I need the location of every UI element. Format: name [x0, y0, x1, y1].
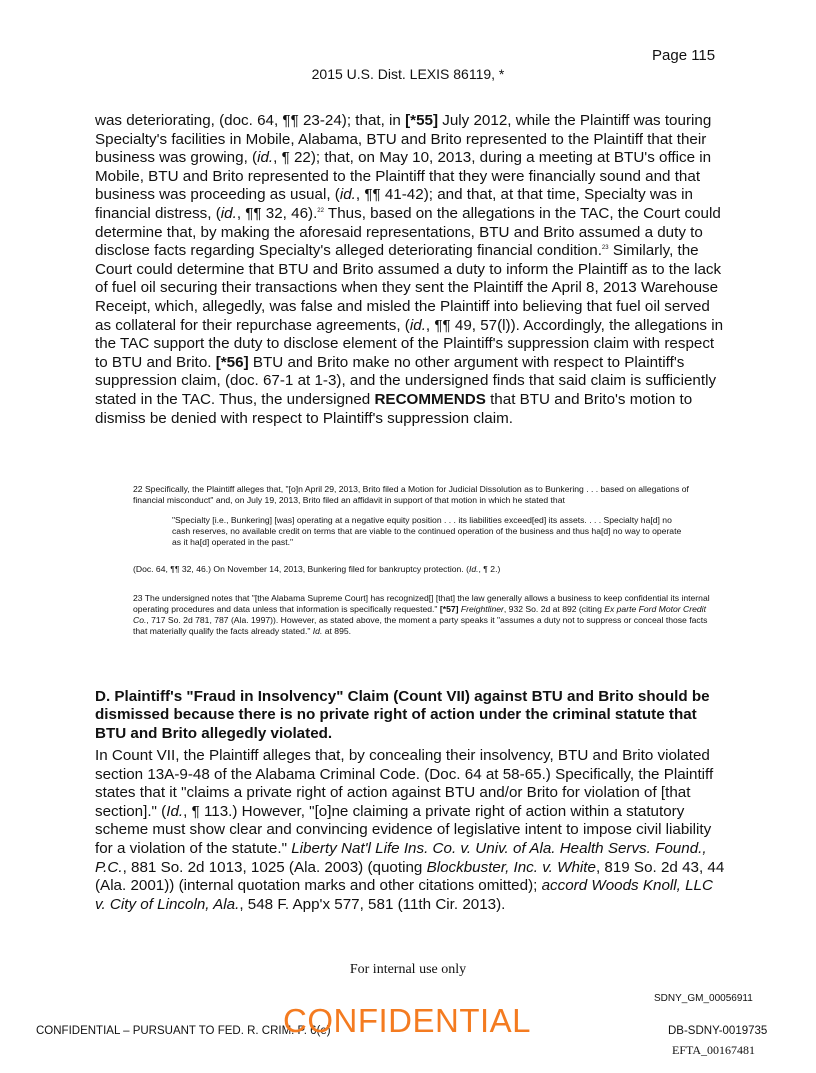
count-vii-paragraph — [95, 747, 725, 914]
case-name: Blockbuster, Inc. v. White — [426, 858, 596, 876]
id-cite: Id. — [166, 802, 184, 820]
text-run: (Doc. 64, ¶¶ 32, 46.) On November 14, 2013, Bunkering filed for bankruptcy protection. ( — [133, 564, 469, 574]
id-cite: Id. — [312, 626, 323, 636]
text-run: Similarly, the Court could determine that BTU and Brito assumed a duty to inform the Plaintiff as to the lack of fuel oil securing their transactions when they sent the Plaintiff the April 8, 2013 Warehouse Receipt, which, allegedly, was false and misled the Plaintiff into believing that fuel oil served as collateral for their repurchase agreements, ( — [95, 242, 722, 334]
text-run: at 895. — [322, 626, 352, 636]
text-run: Thus, based on the allegations in the TAC, the Court could determine that, by making the aforesaid representations, BTU and Brito assumed a duty to disclose facts regarding Specialty's alleged deteriorating financial condition. — [95, 204, 721, 260]
id-cite: Id. — [468, 564, 479, 574]
text-run: , 717 So. 2d 781, 787 (Ala. 1997)). However, as stated above, the moment a party speaks it "assumes a duty not to suppress or conceal those facts that materially qualify the facts already stated." — [133, 615, 708, 636]
bates-number-sdny-gm: SDNY_GM_00056911 — [654, 993, 753, 1004]
id-cite: id. — [409, 316, 426, 334]
footnote-22: 22 Specifically, the Plaintiff alleges that, "[o]n April 29, 2013, Brito filed a Motion for Judicial Dissolution as to Bunkering . . . based on allegations of financial misconduct" and, on July 19, 2013, Brito filed an affidavit in support of that motion in which he stated that — [133, 484, 689, 505]
text-run: , 548 F. App'x 577, 581 (11th Cir. 2013). — [239, 895, 506, 913]
case-citation-header: 2015 U.S. Dist. LEXIS 86119, * — [311, 66, 505, 82]
footnote-22-citation — [133, 564, 718, 575]
text-run: , 819 So. 2d 43, 44 (Ala. 2001)) (internal quotation marks and other citations omitted); — [95, 858, 725, 895]
section-heading-d: D. Plaintiff's "Fraud in Insolvency" Claim (Count VII) against BTU and Brito should be dismissed because there is no private right of action under the criminal statute that BTU and Brito allegedly violated. — [95, 688, 710, 742]
star-page-ref-56: [*56] — [215, 353, 249, 371]
text-run: , ¶ 2.) — [478, 564, 501, 574]
main-paragraph — [95, 112, 725, 428]
text-run: , ¶ 22); that, on May 10, 2013, during a meeting at BTU's office in Mobile, BTU and Brito represented to the Plaintiff that they were financially sound and that business was proceeding as usual, ( — [95, 149, 712, 204]
text-run: BTU and Brito make no other argument with respect to Plaintiff's suppression claim, (doc. 67-1 at 1-3), and the undersigned finds that said claim is sufficiently stated in the TAC. Thus, the undersigned — [95, 353, 717, 408]
text-run: that BTU and Brito's motion to dismiss be denied with respect to Plaintiff's suppression claim. — [95, 390, 693, 427]
text-run: , ¶¶ 32, 46). — [236, 204, 318, 222]
text-run: 23 The undersigned notes that "[the Alabama Supreme Court] has recognized[] [that] the law generally allows a business to keep confidential its internal operating procedures and data unless that information is specifically requested." — [133, 593, 710, 614]
case-name: Freightliner — [460, 604, 504, 614]
confidential-stamp: CONFIDENTIAL — [283, 1002, 532, 1039]
footnote-22-block-quote: "Specialty [i.e., Bunkering] [was] operating at a negative equity position . . . its liabilities exceed[ed] its assets. . . . Specialty ha[d] no cash reserves, no available credit on terms that are viable to the continued operation of the business and thus ha[d] no way to operate as it ha[d] operated in the past." — [172, 515, 682, 547]
efta-number: EFTA_00167481 — [672, 1043, 756, 1057]
id-cite: id. — [257, 149, 274, 167]
internal-use-notice: For internal use only — [349, 962, 467, 977]
text-run: July 2012, while the Plaintiff was touring Specialty's facilities in Mobile, Alabama, BTU and Brito represented to the Plaintiff that their business was growing, ( — [95, 112, 712, 167]
case-name: Ex parte Ford Motor Credit Co. — [133, 604, 706, 625]
text-run: , ¶ 113.) However, "[o]ne claiming a private right of action within a statutory scheme must show clear and convincing evidence of legislative intent to impose civil liability for a violation of the statute." — [95, 802, 712, 857]
page-number: Page 115 — [652, 47, 716, 64]
star-page-ref-55: [*55] — [405, 112, 439, 129]
id-cite: id. — [220, 204, 237, 222]
case-name: accord Woods Knoll, LLC v. City of Lincoln, Ala. — [95, 877, 713, 913]
confidential-notice: CONFIDENTIAL – PURSUANT TO FED. R. CRIM. P. 6(e) — [36, 1025, 331, 1037]
bates-number-db-sdny: DB-SDNY-0019735 — [668, 1025, 768, 1037]
id-cite: id. — [339, 186, 356, 204]
footnote-23 — [133, 593, 718, 637]
text-run: , 932 So. 2d at 892 (citing — [503, 604, 605, 614]
recommends-emphasis: RECOMMENDS — [374, 390, 486, 408]
text-run: was deteriorating, (doc. 64, ¶¶ 23-24); that, in — [95, 112, 406, 129]
text-run: , ¶¶ 41-42); and that, at that time, Specialty was in financial distress, ( — [95, 186, 693, 222]
footnote-marker-23[interactable]: 23 — [601, 245, 609, 252]
footnote-marker-22[interactable]: 22 — [317, 207, 324, 214]
case-name: Liberty Nat'l Life Ins. Co. v. Univ. of Ala. Health Servs. Found., P.C. — [95, 839, 707, 876]
star-page-ref-57: [*57] — [439, 604, 459, 614]
text-run: , ¶¶ 49, 57(l)). Accordingly, the allegations in the TAC support the duty to disclose element of the Plaintiff's suppression claim with respect to BTU and Brito. — [95, 316, 724, 371]
text-run: In Count VII, the Plaintiff alleges that, by concealing their insolvency, BTU and Brito violated section 13A-9-48 of the Alabama Criminal Code. (Doc. 64 at 58-65.) Specifically, the Plaintiff states that it "claims a private right of action against BTU and/or Brito for violation of [that section]." ( — [95, 747, 714, 820]
text-run: , 881 So. 2d 1013, 1025 (Ala. 2003) (quoting — [122, 858, 427, 876]
